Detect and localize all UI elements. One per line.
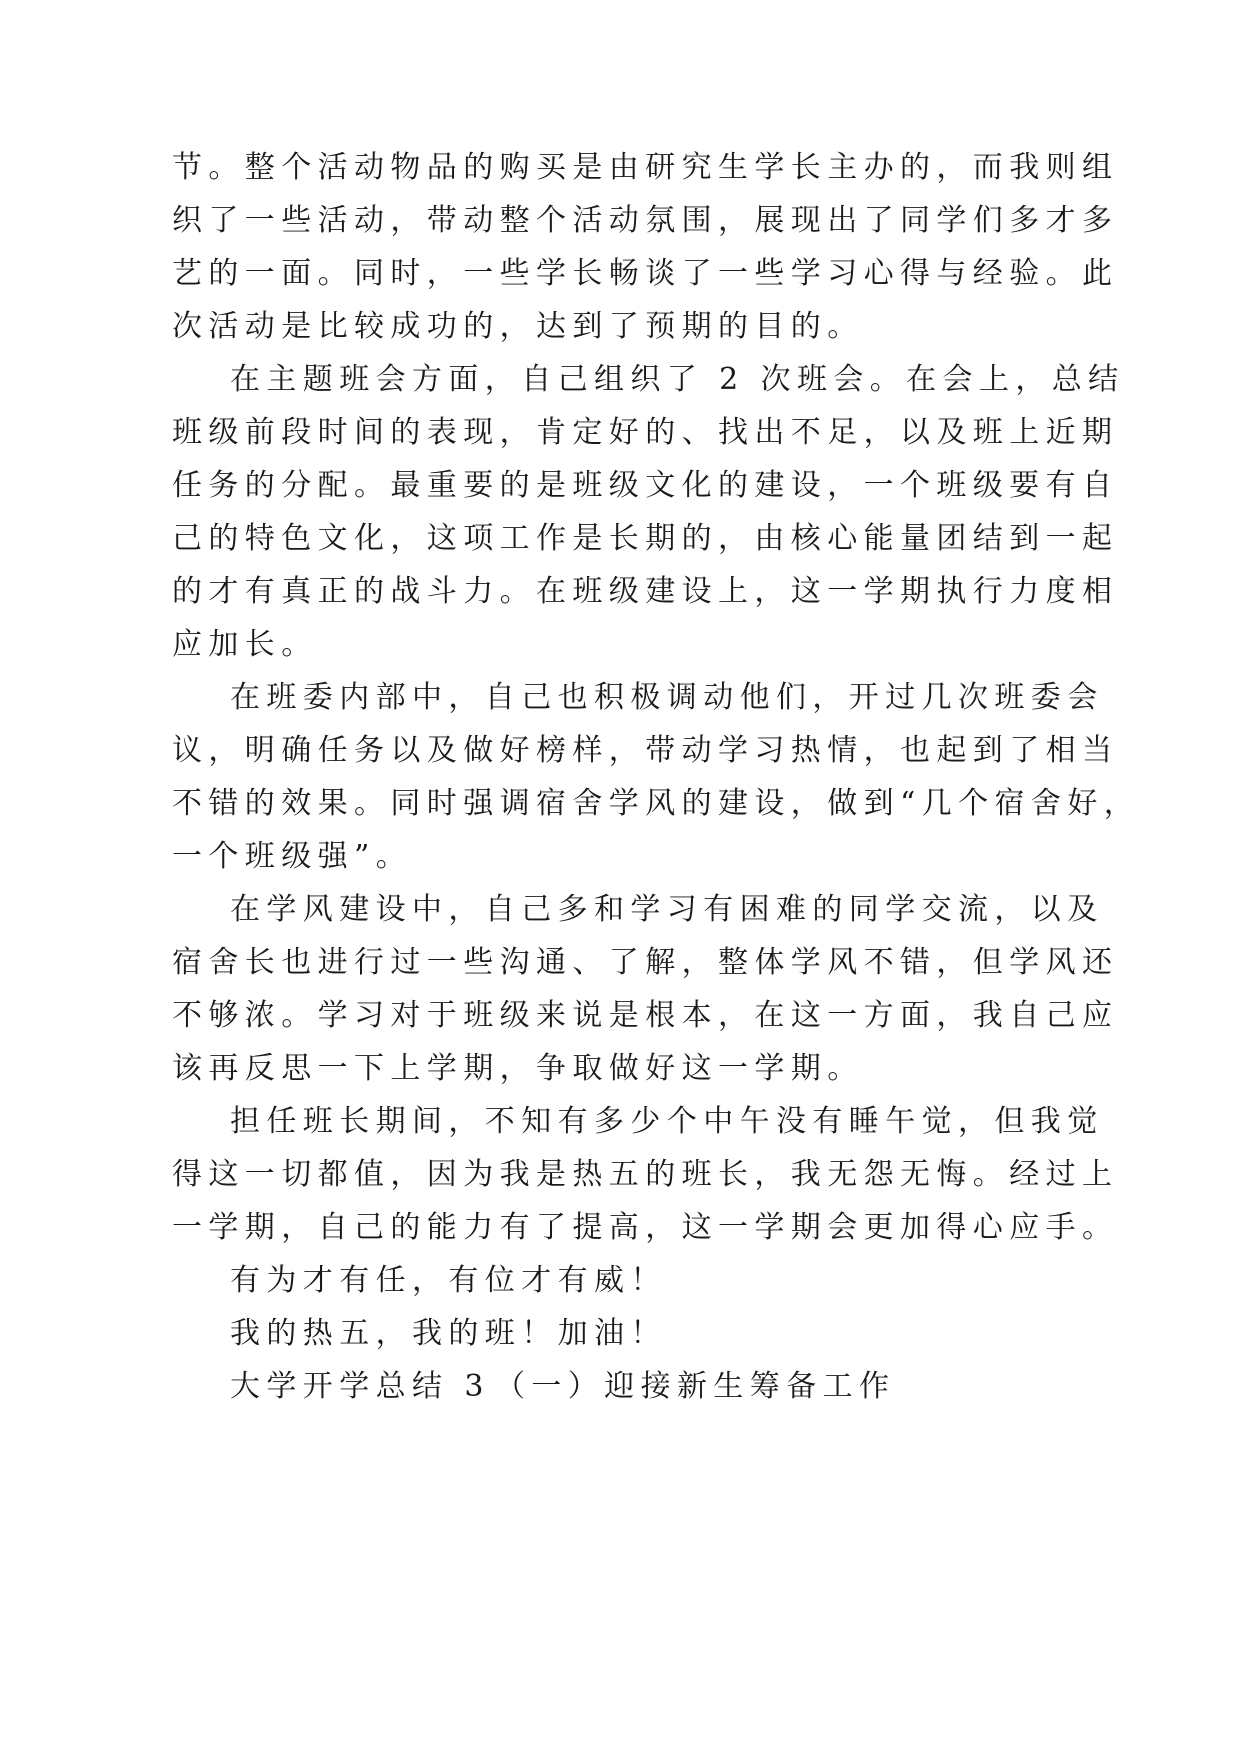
paragraph-first-line: 担任班长期间，不知有多少个中午没有睡午觉，但我觉	[230, 1104, 1104, 1139]
text-line: 织了一些活动，带动整个活动氛围，展现出了同学们多才多	[172, 203, 1119, 238]
text-line: 任务的分配。最重要的是班级文化的建设，一个班级要有自	[172, 468, 1119, 503]
text-line: 该再反思一下上学期，争取做好这一学期。	[172, 1051, 864, 1086]
text-line: 一个班级强”。	[172, 839, 413, 874]
text-line: 一学期，自己的能力有了提高，这一学期会更加得心应手。	[172, 1210, 1119, 1245]
paragraph-first-line: 在主题班会方面，自己组织了 2 次班会。在会上，总结	[230, 362, 1125, 397]
paragraph-first-line: 有为才有任，有位才有威！	[230, 1263, 667, 1298]
paragraph-first-line: 在学风建设中，自己多和学习有困难的同学交流，以及	[230, 892, 1104, 927]
section-heading: （一）迎接新生筹备工作	[495, 1369, 896, 1404]
text-line: 议，明确任务以及做好榜样，带动学习热情，也起到了相当	[172, 733, 1119, 768]
text-line: 次活动是比较成功的，达到了预期的目的。	[172, 309, 864, 344]
text-line: 应加长。	[172, 627, 318, 662]
text-line: 不够浓。学习对于班级来说是根本，在这一方面，我自己应	[172, 998, 1119, 1033]
text-line: 班级前段时间的表现，肯定好的、找出不足，以及班上近期	[172, 415, 1119, 450]
text-line: 得这一切都值，因为我是热五的班长，我无怨无悔。经过上	[172, 1157, 1119, 1192]
text-line: 艺的一面。同时，一些学长畅谈了一些学习心得与经验。此	[172, 256, 1119, 291]
text-line: 不错的效果。同时强调宿舍学风的建设，做到“几个宿舍好，	[172, 786, 1141, 821]
paragraph-first-line: 我的热五，我的班！加油！	[230, 1316, 667, 1351]
paragraph-first-line: 在班委内部中，自己也积极调动他们，开过几次班委会	[230, 680, 1104, 715]
text-line: 的才有真正的战斗力。在班级建设上，这一学期执行力度相	[172, 574, 1119, 609]
section-title: 大学开学总结 3	[230, 1369, 490, 1404]
text-line: 节。整个活动物品的购买是由研究生学长主办的，而我则组	[172, 150, 1119, 185]
text-line: 己的特色文化，这项工作是长期的，由核心能量团结到一起	[172, 521, 1119, 556]
text-line: 宿舍长也进行过一些沟通、了解，整体学风不错，但学风还	[172, 945, 1119, 980]
